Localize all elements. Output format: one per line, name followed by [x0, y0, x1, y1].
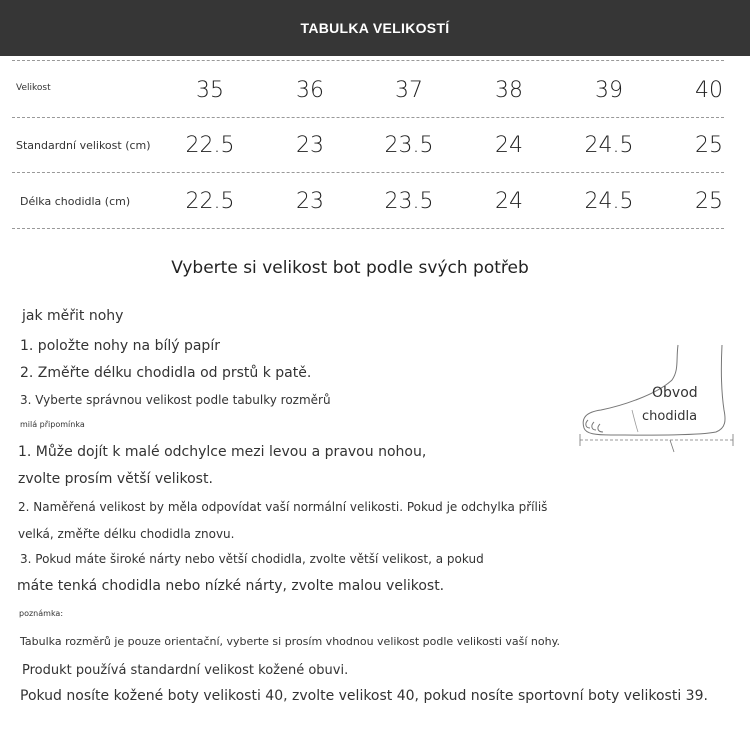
table-cell: 23	[296, 189, 324, 214]
measure-step: 3. Vyberte správnou velikost podle tabulky rozměrů	[20, 393, 331, 407]
measure-step: 1. položte nohy na bílý papír	[20, 338, 220, 354]
reminder-item: máte tenká chodidla nebo nízké nárty, zvolte malou velikost.	[17, 578, 445, 594]
table-cell: 37	[395, 78, 423, 103]
table-divider	[12, 117, 724, 118]
table-cell: 38	[495, 78, 523, 103]
reminder-item: zvolte prosím větší velikost.	[18, 471, 213, 487]
row-label-size: Velikost	[16, 83, 51, 93]
reminder-title: milá připomínka	[20, 420, 85, 429]
measure-step: 2. Změřte délku chodidla od prstů k patě.	[20, 365, 312, 381]
table-cell: 39	[595, 78, 623, 103]
header-title: TABULKA VELIKOSTÍ	[300, 20, 450, 36]
note-line: Pokud nosíte kožené boty velikosti 40, zvolte velikost 40, pokud nosíte sportovní boty velikosti 39.	[20, 688, 708, 704]
table-cell: 22.5	[185, 133, 235, 158]
table-divider	[12, 228, 724, 229]
table-cell: 23.5	[384, 189, 434, 214]
measure-title: jak měřit nohy	[22, 308, 124, 324]
table-cell: 36	[296, 78, 324, 103]
foot-label-line2: chodidla	[642, 409, 698, 424]
table-cell: 24	[495, 133, 523, 158]
table-cell: 24.5	[584, 133, 634, 158]
page-header	[0, 0, 750, 56]
reminder-item: 2. Naměřená velikost by měla odpovídat vaší normální velikosti. Pokud je odchylka příliš	[18, 500, 548, 514]
foot-diagram	[576, 340, 736, 460]
table-cell: 22.5	[185, 189, 235, 214]
foot-label-line1: Obvod	[652, 385, 698, 401]
reminder-item: velká, změřte délku chodidla znovu.	[18, 527, 235, 541]
note-line: Tabulka rozměrů je pouze orientační, vyberte si prosím vhodnou velikost podle velikosti vaší nohy.	[20, 635, 561, 648]
row-label-foot-length: Délka chodidla (cm)	[20, 195, 131, 208]
table-divider	[12, 60, 724, 61]
reminder-item: 1. Může dojít k malé odchylce mezi levou a pravou nohou,	[18, 444, 427, 460]
table-cell: 25	[695, 189, 723, 214]
table-cell: 23.5	[384, 133, 434, 158]
reminder-item: 3. Pokud máte široké nárty nebo větší chodidla, zvolte větší velikost, a pokud	[20, 552, 484, 566]
foot-outline-icon	[576, 340, 736, 460]
row-label-standard-size: Standardní velikost (cm)	[16, 139, 151, 152]
section-heading: Vyberte si velikost bot podle svých potřeb	[171, 258, 529, 278]
table-cell: 35	[196, 78, 224, 103]
table-divider	[12, 172, 724, 173]
table-cell: 23	[296, 133, 324, 158]
table-cell: 24	[495, 189, 523, 214]
note-title: poznámka:	[19, 609, 64, 618]
table-cell: 24.5	[584, 189, 634, 214]
note-line: Produkt používá standardní velikost kožené obuvi.	[22, 663, 349, 678]
table-cell: 25	[695, 133, 723, 158]
table-cell: 40	[695, 78, 723, 103]
